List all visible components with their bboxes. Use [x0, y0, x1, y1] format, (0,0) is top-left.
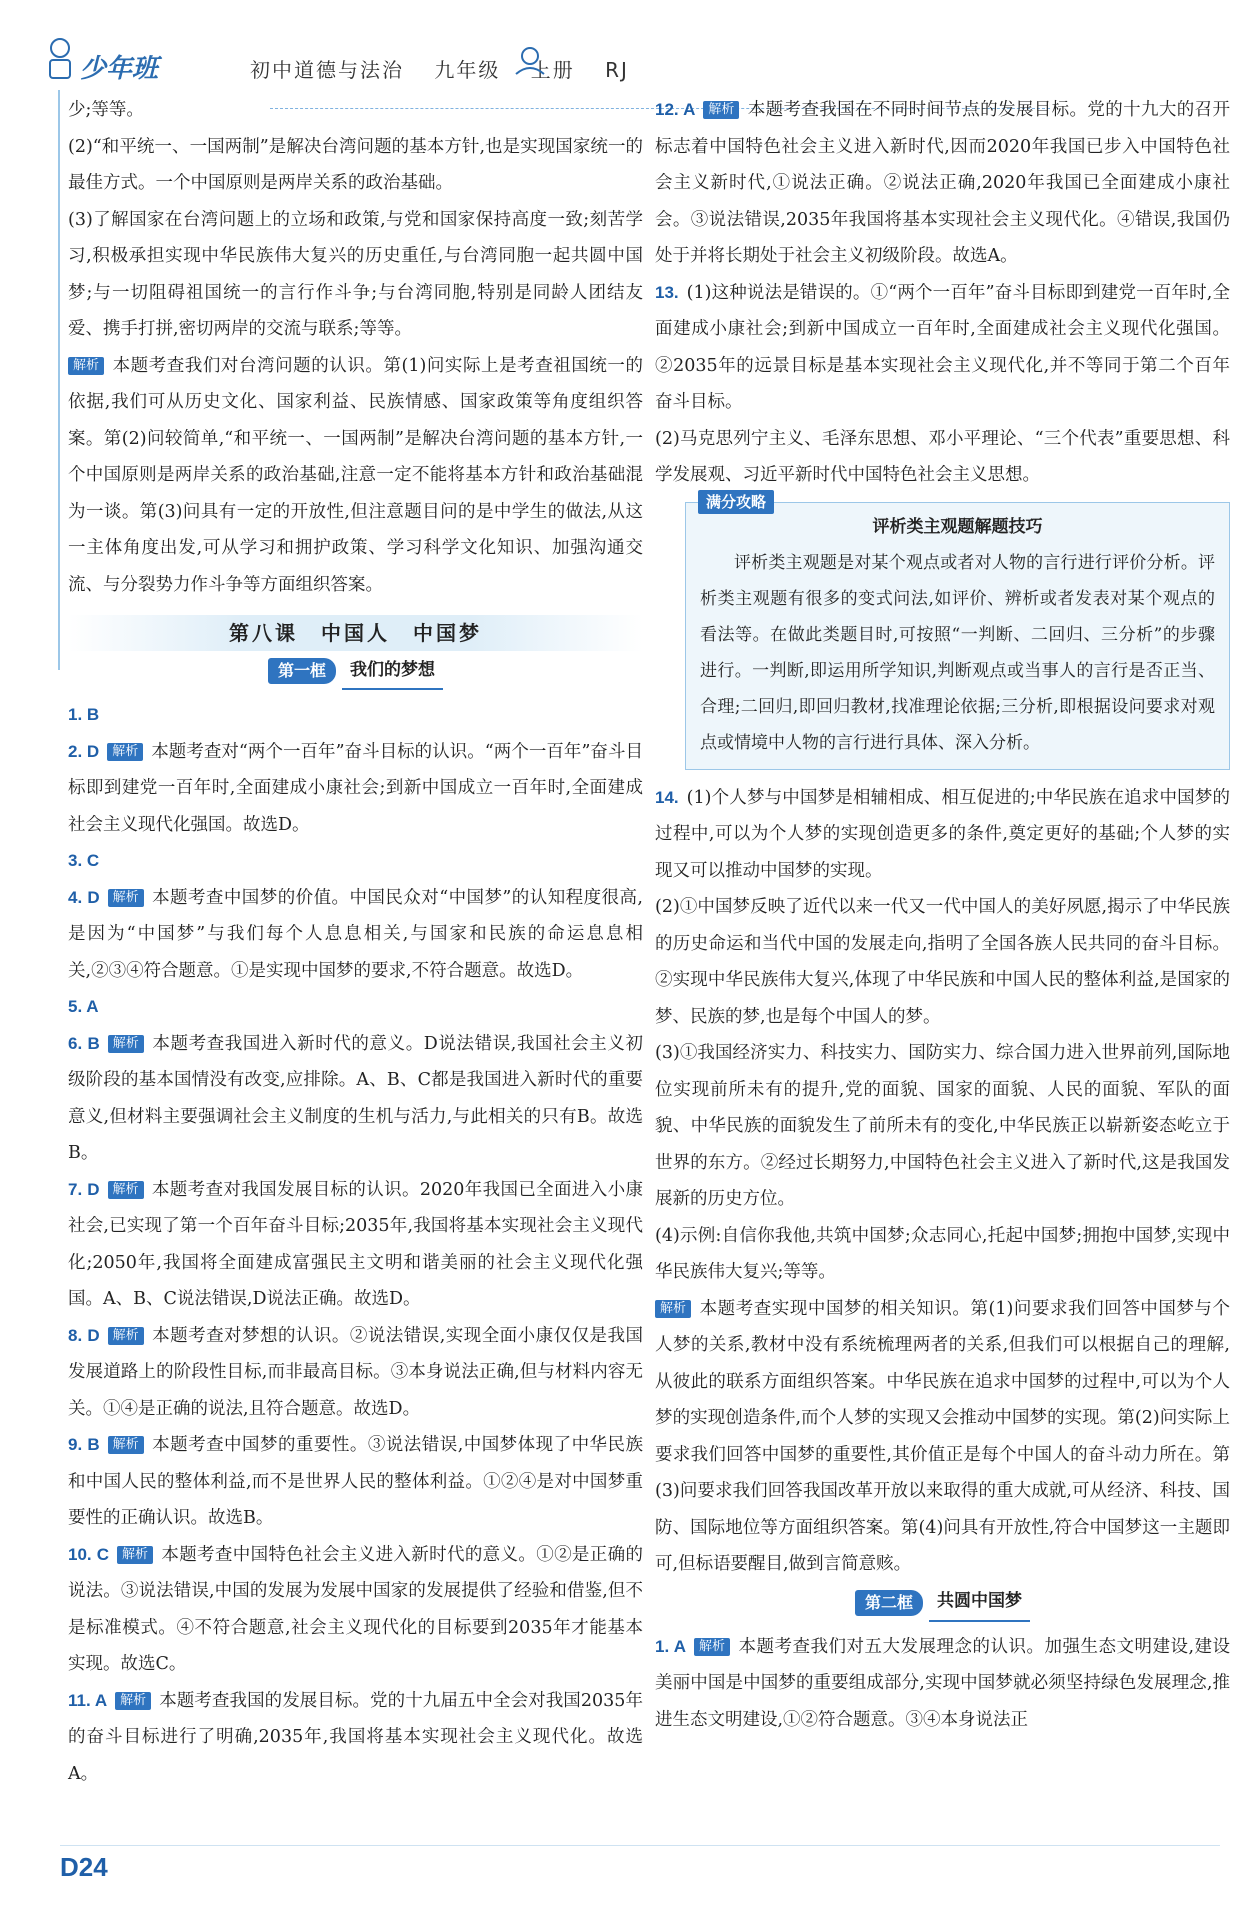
cloud-icon: [510, 44, 550, 78]
left-column: [68, 92, 643, 1792]
page-header: [40, 30, 1220, 100]
analysis-tag: 解析: [107, 743, 143, 761]
answer-explanation: 本题考查中国特色社会主义进入新时代的意义。①②是正确的说法。③说法错误,中国的发展为发展中国家的发展提供了经验和借鉴,但不是标准模式。④不符合题意,社会主义现代化的目标要到2035年才能基本实现。故选C。: [68, 1544, 643, 1674]
analysis-tag: 解析: [108, 1035, 144, 1053]
answer-item: [68, 989, 643, 1026]
analysis-tag: 解析: [655, 1300, 691, 1318]
answer-item: [68, 1026, 643, 1172]
section-title: 我们的梦想: [342, 652, 443, 691]
answer-explanation: 本题考查我国进入新时代的意义。D说法错误,我国社会主义初级阶段的基本国情没有改变,应排除。A、B、C都是我国进入新时代的重要意义,但材料主要强调社会主义制度的生机与活力,与此相关的只有B。故选B。: [68, 1033, 643, 1163]
answer-item: [68, 1172, 643, 1318]
analysis-tag: 解析: [115, 1692, 151, 1710]
answer-number: 6. B: [68, 1033, 100, 1053]
answer-number: 8. D: [68, 1325, 100, 1345]
analysis-text: 本题考查我们对台湾问题的认识。第(1)问实际上是考查祖国统一的依据,我们可从历史文化、国家利益、民族情感、国家政策等角度组织答案。第(2)问较简单,“和平统一、一国两制”是解决台湾问题的基本方针,一个中国原则是两岸关系的政治基础,注意一定不能将基本方针和政治基础混为一谈。第(3)问具有一定的开放性,但注意题目问的是中学生的做法,从这一主体角度出发,可从学习和拥护政策、学习科学文化知识、加强沟通交流、与分裂势力作斗争等方面组织答案。: [68, 355, 643, 595]
analysis-text: 本题考查实现中国梦的相关知识。第(1)问要求我们回答中国梦与个人梦的关系,教材中没有系统梳理两者的关系,但我们可以根据自己的理解,从彼此的联系方面组织答案。中华民族在追求中国梦的过程中,可以为个人梦的实现创造条件,而个人梦的实现又会推动中国梦的实现。第(2)问实际上要求我们回答中国梦的重要性,其价值正是每个中国人的奋斗动力所在。第(3)问要求我们回答我国改革开放以来取得的重大成就,可从经济、科技、国防、国际地位等方面组织答案。第(4)问具有开放性,符合中国梦这一主题即可,但标语要醒目,做到言简意赅。: [655, 1298, 1230, 1574]
edition-label: RJ: [605, 58, 629, 82]
answer-number: 5. A: [68, 997, 99, 1016]
answer-text: (2)①中国梦反映了近代以来一代又一代中国人的美好夙愿,揭示了中华民族的历史命运和当代中国的发展走向,指明了全国各族人民共同的奋斗目标。②实现中华民族伟大复兴,体现了中华民族和中国人民的整体利益,是国家的梦、民族的梦,也是每个中国人的梦。: [655, 897, 1230, 1027]
tip-box: [685, 492, 1230, 770]
answer-explanation: 本题考查对梦想的认识。②说法错误,实现全面小康仅仅是我国发展道路上的阶段性目标,而非最高目标。③本身说法正确,但与材料内容无关。①④是正确的说法,且符合题意。故选D。: [68, 1325, 643, 1419]
answer-number: 13.: [655, 282, 679, 302]
answer-item: [655, 92, 1230, 275]
answer-explanation: 本题考查中国梦的价值。中国民众对“中国梦”的认知程度很高,是因为“中国梦”与我们每个人息息相关,与国家和民族的命运息息相关,②③④符合题意。①是实现中国梦的要求,不符合题意。故选D。: [68, 887, 643, 981]
right-column: [655, 92, 1230, 1738]
footer-divider: [60, 1845, 1220, 1846]
volume-label: 上册: [530, 58, 575, 82]
answer-text: (1)个人梦与中国梦是相辅相成、相互促进的;中华民族在追求中国梦的过程中,可以为个人梦的实现创造更多的条件,奠定更好的基础;个人梦的实现又可以推动中国梦的实现。: [655, 787, 1230, 881]
answer-explanation: 本题考查我国的发展目标。党的十九届五中全会对我国2035年的奋斗目标进行了明确,2035年,我国将基本实现社会主义现代化。故选A。: [68, 1690, 643, 1784]
brand-logo: 少年班: [80, 54, 159, 84]
answer-analysis: [655, 1291, 1230, 1583]
page-number: D24: [60, 1852, 108, 1882]
answer-item: [655, 1629, 1230, 1739]
answer-number: 12. A: [655, 100, 696, 119]
answer-item: [655, 275, 1230, 421]
answer-item: [68, 1318, 643, 1428]
answer-item: [68, 880, 643, 990]
continued-analysis: [68, 348, 643, 604]
continued-text: 少;等等。: [68, 100, 144, 120]
header-meta: [250, 54, 651, 83]
answer-number: 1. B: [68, 705, 100, 724]
answer-item: [68, 734, 643, 844]
answer-item: [68, 697, 643, 734]
answer-explanation: 本题考查对“两个一百年”奋斗目标的认识。“两个一百年”奋斗目标即到建党一百年时,全面建成小康社会;到新中国成立一百年时,全面建成社会主义现代化强国。故选D。: [68, 741, 643, 835]
lesson-title: 第八课 中国人 中国梦: [68, 615, 643, 651]
analysis-tag: 解析: [108, 1436, 144, 1454]
analysis-tag: 解析: [68, 357, 104, 375]
answer-number: 3. C: [68, 851, 100, 870]
answer-number: 1. A: [655, 1636, 687, 1656]
answer-item: [68, 1537, 643, 1683]
side-decoration-line: [58, 90, 60, 670]
answer-text: (3)①我国经济实力、科技实力、国防实力、综合国力进入世界前列,国际地位实现前所未有的提升,党的面貌、国家的面貌、人民的面貌、军队的面貌、中华民族的面貌发生了前所未有的变化,中华民族正以崭新姿态屹立于世界的东方。②经过长期努力,中国特色社会主义进入了新时代,这是我国发展新的历史方位。: [655, 1043, 1230, 1209]
tip-body: 评析类主观题是对某个观点或者对人物的言行进行评价分析。评析类主观题有很多的变式问法,如评价、辨析或者发表对某个观点的看法等。在做此类题目时,可按照“一判断、二回归、三分析”的步骤进行。一判断,即运用所学知识,判断观点或当事人的言行是否正当、合理;二回归,即回归教材,找准理论依据;三分析,即根据设问要求对观点或情境中人物的言行进行具体、深入分析。: [700, 552, 1215, 753]
answer-item: [68, 843, 643, 880]
answer-number: 2. D: [68, 741, 100, 761]
answer-text: (1)这种说法是错误的。①“两个一百年”奋斗目标即到建党一百年时,全面建成小康社会;到新中国成立一百年时,全面建成社会主义现代化强国。②2035年的远景目标是基本实现社会主义现代化,并不等同于第二个百年奋斗目标。: [655, 282, 1230, 412]
section-heading-2: [655, 1585, 1230, 1621]
analysis-tag: 解析: [108, 889, 144, 907]
analysis-tag: 解析: [108, 1327, 144, 1345]
section-title: 共圆中国梦: [929, 1583, 1030, 1622]
answer-number: 11. A: [68, 1690, 108, 1710]
answer-explanation: 本题考查中国梦的重要性。③说法错误,中国梦体现了中华民族和中国人民的整体利益,而不是世界人民的整体利益。①②④是对中国梦重要性的正确认识。故选B。: [68, 1435, 643, 1528]
continued-answer-2: (2)“和平统一、一国两制”是解决台湾问题的基本方针,也是实现国家统一的最佳方式。一个中国原则是两岸关系的政治基础。: [68, 136, 643, 193]
answer-item: [68, 1683, 643, 1793]
answer-number: 10. C: [68, 1544, 109, 1564]
answer-text: (4)示例:自信你我他,共筑中国梦;众志同心,托起中国梦;拥抱中国梦,实现中华民族伟大复兴;等等。: [655, 1225, 1230, 1282]
answer-number: 14.: [655, 787, 679, 807]
answer-number: 4. D: [68, 887, 100, 907]
section-label: 第二框: [855, 1590, 923, 1616]
student-mascot-icon: [40, 34, 80, 86]
tip-title: 评析类主观题解题技巧: [872, 516, 1043, 537]
analysis-tag: 解析: [108, 1181, 144, 1199]
answer-item: [68, 1427, 643, 1537]
analysis-tag: 解析: [117, 1546, 153, 1564]
subject-label: 初中道德与法治: [250, 58, 404, 82]
answer-number: 7. D: [68, 1179, 100, 1199]
grade-label: 九年级: [434, 58, 501, 82]
answer-text: (2)马克思列宁主义、毛泽东思想、邓小平理论、“三个代表”重要思想、科学发展观、习近平新时代中国特色社会主义思想。: [655, 428, 1230, 485]
analysis-tag: 解析: [703, 101, 739, 119]
answer-list: [68, 697, 643, 1792]
answer-explanation: 本题考查我国在不同时间节点的发展目标。党的十九大的召开标志着中国特色社会主义进入新时代,因而2020年我国已步入中国特色社会主义新时代,①说法正确。②说法正确,2020年我国已全面建成小康社会。③说法错误,2035年我国将基本实现社会主义现代化。④错误,我国仍处于并将长期处于社会主义初级阶段。故选A。: [655, 100, 1230, 266]
analysis-tag: 解析: [694, 1638, 730, 1656]
section-label: 第一框: [268, 658, 336, 684]
answer-number: 9. B: [68, 1435, 100, 1454]
answer-explanation: 本题考查对我国发展目标的认识。2020年我国已全面进入小康社会,已实现了第一个百年奋斗目标;2035年,我国将基本实现社会主义现代化;2050年,我国将全面建成富强民主文明和谐美丽的社会主义现代化强国。A、B、C说法错误,D说法正确。故选D。: [68, 1179, 643, 1309]
answer-item: [655, 780, 1230, 890]
section-heading-1: [68, 653, 643, 689]
tip-label: 满分攻略: [698, 490, 774, 514]
continued-answer-3: (3)了解国家在台湾问题上的立场和政策,与党和国家保持高度一致;刻苦学习,积极承担实现中华民族伟大复兴的历史重任,与台湾同胞一起共圆中国梦;与一切阻碍祖国统一的言行作斗争;与台湾同胞,特别是同龄人团结友爱、携手打拼,密切两岸的交流与联系;等等。: [68, 209, 643, 339]
answer-explanation: 本题考查我们对五大发展理念的认识。加强生态文明建设,建设美丽中国是中国梦的重要组成部分,实现中国梦就必须坚持绿色发展理念,推进生态文明建设,①②符合题意。③④本身说法正: [655, 1636, 1231, 1730]
